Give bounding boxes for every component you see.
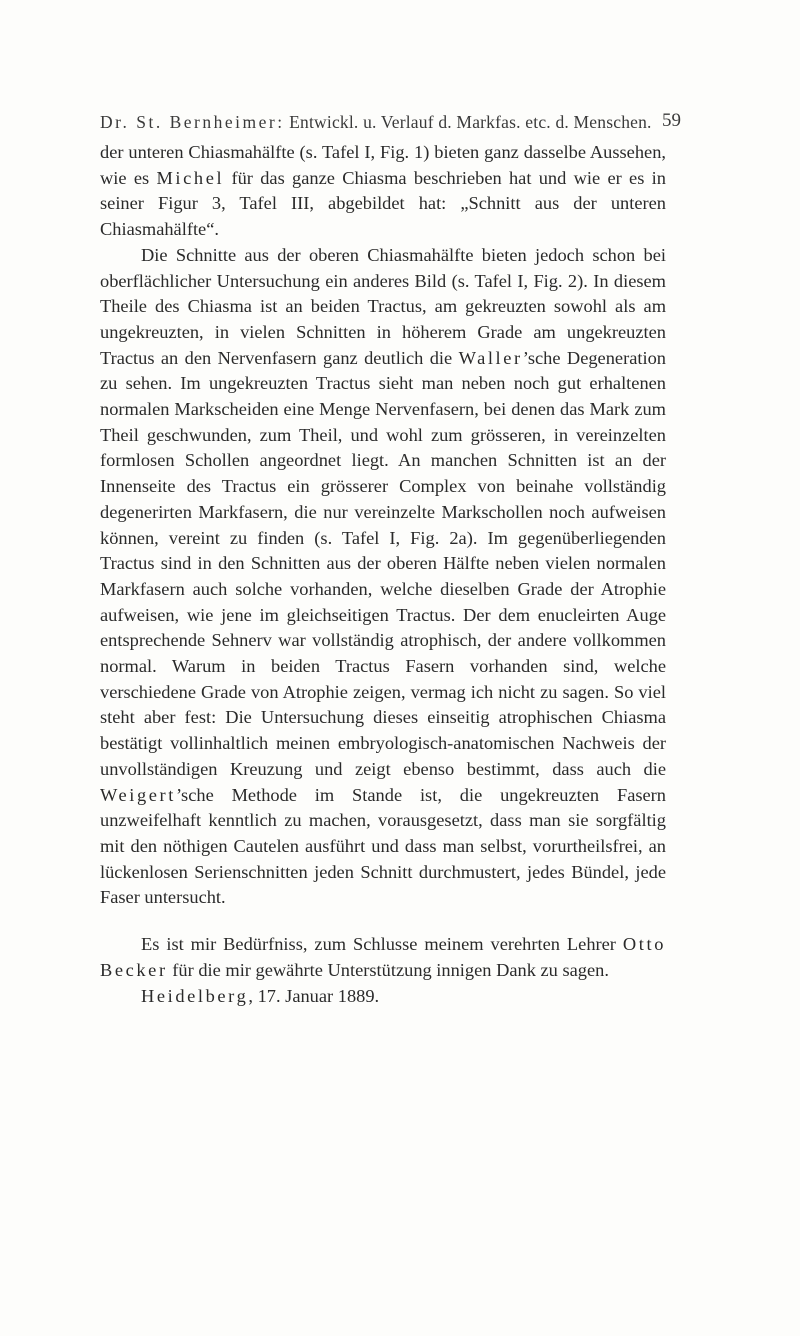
paragraph xyxy=(100,140,666,243)
paragraph-gap xyxy=(100,911,666,932)
paragraph xyxy=(100,932,666,983)
text-run: für die mir gewährte Unterstützung innigen Dank zu sagen. xyxy=(167,959,609,980)
running-head-author: Dr. St. Bernheimer: xyxy=(100,112,285,132)
spaced-name: Michel xyxy=(156,167,225,188)
spaced-name: Waller xyxy=(458,347,523,368)
body-text xyxy=(100,140,666,1009)
spaced-name: Weigert xyxy=(100,784,176,805)
text-run: ’sche Degeneration zu sehen. Im ungekreuzten Tractus sieht man neben noch gut erhaltenen normalen Markscheiden eine Menge Nervenfasern, bei denen das Mark zum Theil geschwunden, zum Theil, und wohl zum grösseren, in vereinzelten formlosen Schollen angeordnet liegt. An manchen Schnitten ist an der Innenseite des Tractus ein grösserer Complex von beinahe vollständig degenerirten Markfasern, die nur vereinzelte Markschollen noch aufweisen können, vereint zu finden (s. Tafel I, Fig. 2a). Im gegenüberliegenden Tractus sind in den Schnitten aus der oberen Hälfte neben vielen normalen Markfasern auch solche vorhanden, welche dieselben Grade der Atrophie aufweisen, wie jene im gleichseitigen Tractus. Der dem enucleirten Auge entsprechende Sehnerv war vollständig atrophisch, der andere vollkommen normal. Warum in beiden Tractus Fasern vorhanden sind, welche verschiedene Grade von Atrophie zeigen, vermag ich nicht zu sagen. So viel steht aber fest: Die Untersuchung dieses einseitig atrophischen Chiasma bestätigt vollinhaltlich meinen embryologisch-anatomischen Nachweis der unvollständigen Kreuzung und zeigt ebenso bestimmt, dass auch die xyxy=(100,347,666,779)
dateline-place: Heidelberg xyxy=(141,985,249,1006)
paragraph xyxy=(100,243,666,911)
dateline xyxy=(100,984,666,1010)
spaced-name: Otto Becker xyxy=(100,934,666,980)
text-run: ’sche Methode im Stande ist, die ungekreuzten Fasern unzweifelhaft kenntlich zu machen, vorausgesetzt, dass man sie sorgfältig mit den nöthigen Cautelen ausführt und dass man selbst, vorurtheilsfrei, an lückenlosen Serienschnitten jeden Schnitt durchmustert, jedes Bündel, jede Faser untersucht. xyxy=(100,784,666,908)
text-run: Es ist mir Bedürfniss, zum Schlusse meinem verehrten Lehrer xyxy=(141,934,623,955)
page-number: 59 xyxy=(662,110,681,131)
running-head xyxy=(100,112,660,133)
text-run: der unteren Chiasmahälfte (s. Tafel I, Fig. 1) bieten ganz dasselbe Aussehen, wie es xyxy=(100,142,666,188)
running-head-title: Entwickl. u. Verlauf d. Markfas. etc. d. Menschen. xyxy=(289,112,652,132)
dateline-date: , 17. Januar 1889. xyxy=(248,985,380,1006)
text-run: Die Schnitte aus der oberen Chiasmahälfte bieten jedoch schon bei oberflächlicher Untersuchung ein anderes Bild (s. Tafel I, Fig. 2). In diesem Theile des Chiasma ist an beiden Tractus, am gekreuzten sowohl als am ungekreuzten, in vielen Schnitten in höherem Grade am ungekreuzten Tractus an den Nervenfasern ganz deutlich die xyxy=(100,244,666,368)
text-run: für das ganze Chiasma beschrieben hat und wie er es in seiner Figur 3, Tafel III, abgebildet hat: „Schnitt aus der unteren Chiasmahälfte“. xyxy=(100,167,666,240)
